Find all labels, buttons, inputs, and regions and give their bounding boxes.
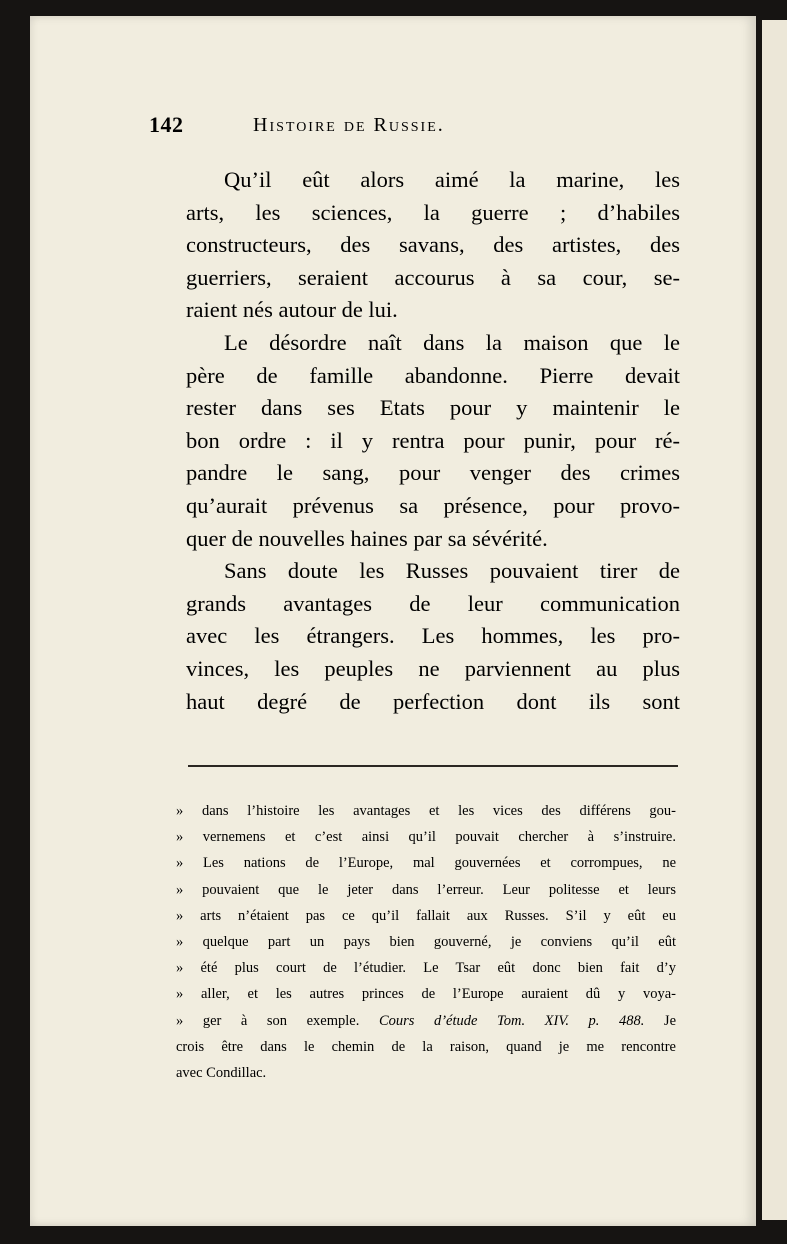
body-line: vinces, les peuples ne parviennent au plus [186,655,680,681]
footnote-line: » arts n’étaient pas ce qu’il fallait aux Russes. S’il y eût eu [176,907,676,924]
body-line: Qu’il eût alors aimé la marine, les [224,167,680,192]
body-line: qu’aurait prévenus sa présence, pour provo- [186,492,680,518]
body-line: Sans doute les Russes pouvaient tirer de [224,558,680,584]
footnote-rule [188,765,678,767]
adjacent-page-edge [762,20,787,1220]
footnote-line: crois être dans le chemin de la raison, quand je me rencontre [176,1038,676,1055]
footnote-line: » été plus court de l’étudier. Le Tsar eût donc bien fait d’y [176,960,676,977]
body-line: avec les étrangers. Les hommes, les pro- [186,623,680,649]
footnote-line: » pouvaient que le jeter dans l’erreur. Leur politesse et leurs [176,881,676,898]
running-head [141,112,701,146]
footnote-citation: Cours d’étude Tom. XIV. p. 488. [378,1012,645,1029]
footnote-line: » dans l’histoire les avantages et les vices des différens gou- [176,803,676,819]
body-line: arts, les sciences, la guerre ; d’habiles [186,199,680,225]
footnote-line: » vernemens et c’est ainsi qu’il pouvait chercher à s’instruire. [176,829,676,846]
footnote [176,798,676,1086]
body-line: constructeurs, des savans, des artistes, des [186,232,680,258]
body-line: guerriers, seraient accourus à sa cour, se- [186,264,680,290]
body-line: haut degré de perfection dont ils sont [186,688,680,714]
body-line: pandre le sang, pour venger des crimes [186,460,680,486]
body-line: quer de nouvelles haines par sa sévérité. [186,525,548,551]
body-line: Le désordre naît dans la maison que le [224,329,680,355]
body-line: bon ordre : il y rentra pour punir, pour ré- [186,427,680,453]
running-title: Histoire de Russie. [253,114,445,136]
footnote-line: » aller, et les autres princes de l’Europe auraient dû y voya- [176,986,676,1003]
footnote-text: Je [663,1012,677,1029]
footnote-line: » quelque part un pays bien gouverné, je conviens qu’il eût [176,933,676,950]
footnote-text: » ger à son exemple. [176,1012,360,1029]
footnote-line: » Les nations de l’Europe, mal gouvernées et corrompues, ne [176,855,676,872]
body-line: père de famille abandonne. Pierre devait [186,362,680,388]
footnote-line: avec Condillac. [176,1064,267,1081]
body-text [186,164,680,718]
body-line: raient nés autour de lui. [186,297,398,323]
body-line: rester dans ses Etats pour y maintenir le [186,395,680,421]
page-number: 142 [149,112,184,137]
footnote-line-with-citation [176,1008,676,1034]
body-line: grands avantages de leur communication [186,590,680,616]
